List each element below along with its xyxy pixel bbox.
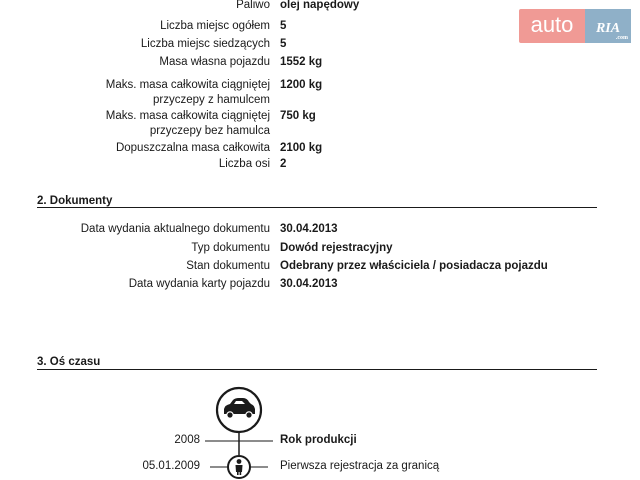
field-label: Liczba osi (218, 158, 270, 170)
field-value: 750 kg (280, 110, 316, 122)
person-icon (228, 456, 250, 478)
field-value: 2 (280, 158, 287, 170)
field-value: 30.04.2013 (280, 223, 338, 235)
field-value: 1552 kg (280, 56, 323, 68)
section-title-timeline: 3. Oś czasu (37, 356, 101, 368)
field-label: Masa własna pojazdu (159, 56, 270, 68)
field-label: Liczba miejsc siedzących (140, 38, 270, 50)
field-value: 2100 kg (280, 142, 323, 154)
field-value: Dowód rejestracyjny (280, 242, 393, 254)
field-value: 30.04.2013 (280, 278, 338, 290)
field-label: Stan dokumentu (186, 260, 270, 272)
field-value: olej napędowy (280, 0, 360, 11)
field-value: 1200 kg (280, 79, 323, 91)
field-label: Data wydania aktualnego dokumentu (80, 223, 270, 235)
car-icon (217, 388, 261, 432)
field-label-line2: przyczepy z hamulcem (153, 94, 270, 106)
field-value: 5 (280, 20, 287, 32)
logo-com-text: .com (615, 35, 628, 41)
logo-auto-text: auto (519, 9, 585, 43)
field-label-line1: Maks. masa całkowita ciągniętej (105, 110, 270, 122)
field-label-line2: przyczepy bez hamulca (149, 125, 270, 137)
timeline-year: 05.01.2009 (142, 460, 200, 472)
timeline-event: Rok produkcji (280, 434, 357, 446)
section-title-documents: 2. Dokumenty (37, 195, 113, 207)
logo-ria-word: RIA (595, 21, 621, 36)
field-value: 5 (280, 38, 287, 50)
field-label: Liczba miejsc ogółem (160, 20, 270, 32)
field-label: Typ dokumentu (191, 242, 270, 254)
field-value: Odebrany przez właściciela / posiadacza pojazdu (280, 260, 548, 272)
timeline-year: 2008 (174, 434, 200, 446)
field-label: Dopuszczalna masa całkowita (115, 142, 270, 154)
field-label-line1: Maks. masa całkowita ciągniętej (105, 79, 270, 91)
field-label: Data wydania karty pojazdu (128, 278, 270, 290)
timeline-event: Pierwsza rejestracja za granicą (280, 460, 440, 472)
field-label: Paliwo (236, 0, 270, 11)
